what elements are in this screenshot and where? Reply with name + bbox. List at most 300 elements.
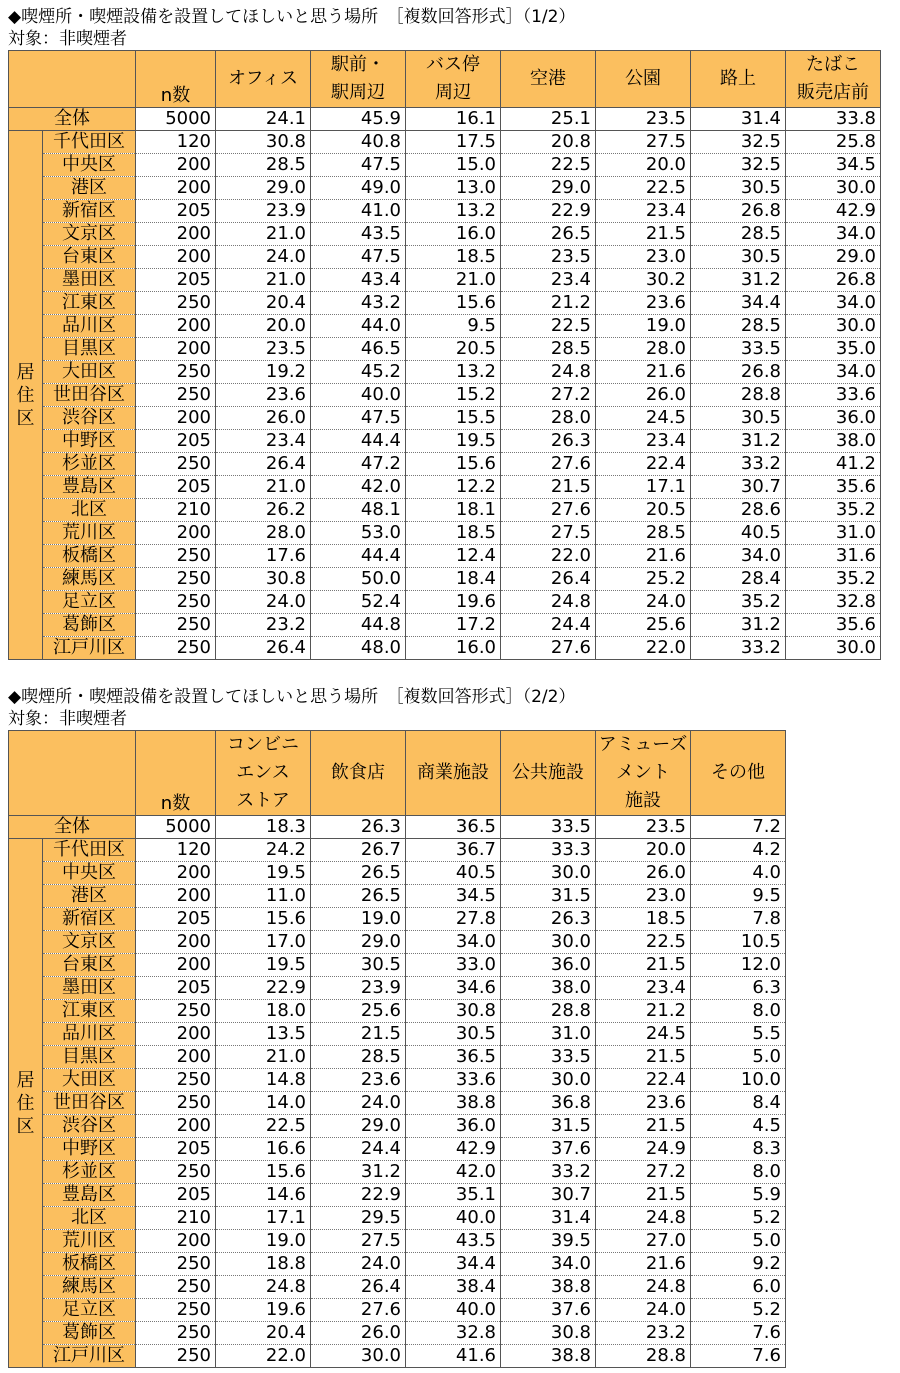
row-n: 250	[136, 1276, 216, 1299]
row-n: 200	[136, 315, 216, 338]
table-row	[9, 177, 881, 200]
row-label: 荒川区	[43, 522, 136, 545]
row-n: 200	[136, 338, 216, 361]
cell-value: 47.5	[311, 407, 406, 430]
cell-value: 33.0	[406, 954, 501, 977]
table-row	[9, 1299, 786, 1322]
table-row	[9, 246, 881, 269]
cell-value: 8.3	[691, 1138, 786, 1161]
cell-value: 26.5	[311, 862, 406, 885]
cell-value: 44.0	[311, 315, 406, 338]
table-row	[9, 908, 786, 931]
row-n: 250	[136, 1299, 216, 1322]
row-label: 練馬区	[43, 568, 136, 591]
cell-value: 22.5	[501, 154, 596, 177]
cell-value: 19.5	[216, 862, 311, 885]
cell-value: 7.8	[691, 908, 786, 931]
cell-value: 26.8	[786, 269, 881, 292]
cell-value: 17.6	[216, 545, 311, 568]
table-row	[9, 1207, 786, 1230]
cell-value: 24.4	[501, 614, 596, 637]
cell-value: 22.9	[216, 977, 311, 1000]
cell-value: 26.0	[311, 1322, 406, 1345]
cell-value: 37.6	[501, 1299, 596, 1322]
cell-value: 23.9	[311, 977, 406, 1000]
cell-value: 5.9	[691, 1184, 786, 1207]
row-n: 250	[136, 453, 216, 476]
table-row	[9, 1276, 786, 1299]
cell-value: 34.0	[406, 931, 501, 954]
cell-value: 43.5	[311, 223, 406, 246]
cell-value: 34.4	[406, 1253, 501, 1276]
row-n: 250	[136, 1000, 216, 1023]
cell-value: 21.2	[596, 1000, 691, 1023]
cell-value: 35.2	[786, 568, 881, 591]
column-header: 空港	[501, 51, 596, 108]
section-1	[8, 6, 881, 660]
cell-value: 28.5	[596, 522, 691, 545]
cell-value: 28.8	[596, 1345, 691, 1368]
row-n: 250	[136, 1069, 216, 1092]
n-header: n数	[136, 731, 216, 816]
cell-value: 21.5	[596, 1115, 691, 1138]
table-row	[9, 269, 881, 292]
cell-value: 8.0	[691, 1161, 786, 1184]
row-label: 荒川区	[43, 1230, 136, 1253]
cell-value: 47.5	[311, 154, 406, 177]
section-title: ◆喫煙所・喫煙設備を設置してほしいと思う場所 ［複数回答形式］（2/2）	[8, 687, 576, 707]
row-label: 千代田区	[43, 131, 136, 154]
column-header: 公共施設	[501, 731, 596, 816]
table-row	[9, 545, 881, 568]
cell-value: 42.0	[406, 1161, 501, 1184]
cell-value: 12.4	[406, 545, 501, 568]
cell-value: 18.4	[406, 568, 501, 591]
cell-value: 14.8	[216, 1069, 311, 1092]
table-row	[9, 954, 786, 977]
cell-value: 30.5	[311, 954, 406, 977]
table-row	[9, 453, 881, 476]
table-row	[9, 637, 881, 660]
total-row	[9, 108, 881, 131]
row-label: 豊島区	[43, 1184, 136, 1207]
row-n: 205	[136, 430, 216, 453]
cell-value: 5.2	[691, 1207, 786, 1230]
table-row	[9, 223, 881, 246]
row-label: 目黒区	[43, 338, 136, 361]
cell-value: 35.6	[786, 476, 881, 499]
cell-value: 6.3	[691, 977, 786, 1000]
table-row	[9, 384, 881, 407]
cell-value: 26.8	[691, 200, 786, 223]
row-n: 205	[136, 1138, 216, 1161]
cell-value: 30.2	[596, 269, 691, 292]
row-n: 205	[136, 1184, 216, 1207]
cell-value: 16.0	[406, 637, 501, 660]
row-n: 250	[136, 1161, 216, 1184]
cell-value: 15.0	[406, 154, 501, 177]
cell-value: 21.2	[501, 292, 596, 315]
cell-value: 31.5	[501, 1115, 596, 1138]
cell-value: 30.7	[691, 476, 786, 499]
cell-value: 28.5	[501, 338, 596, 361]
cell-value: 14.6	[216, 1184, 311, 1207]
table-row	[9, 522, 881, 545]
cell-value: 28.0	[596, 338, 691, 361]
row-n: 205	[136, 269, 216, 292]
row-n: 250	[136, 591, 216, 614]
table-row	[9, 1345, 786, 1368]
row-n: 200	[136, 862, 216, 885]
row-label: 世田谷区	[43, 1092, 136, 1115]
cell-value: 23.5	[501, 246, 596, 269]
table-row	[9, 476, 881, 499]
cell-value: 34.0	[786, 361, 881, 384]
row-label: 港区	[43, 885, 136, 908]
cell-value: 24.0	[311, 1092, 406, 1115]
cell-value: 28.5	[691, 223, 786, 246]
cell-value: 28.6	[691, 499, 786, 522]
total-value: 45.9	[311, 108, 406, 131]
data-table-1	[8, 50, 881, 660]
cell-value: 48.1	[311, 499, 406, 522]
cell-value: 53.0	[311, 522, 406, 545]
table-row	[9, 292, 881, 315]
table-row	[9, 885, 786, 908]
cell-value: 40.0	[311, 384, 406, 407]
row-label: 中央区	[43, 862, 136, 885]
cell-value: 42.9	[406, 1138, 501, 1161]
row-label: 新宿区	[43, 200, 136, 223]
cell-value: 22.5	[596, 177, 691, 200]
table-row	[9, 154, 881, 177]
row-n: 250	[136, 614, 216, 637]
cell-value: 30.7	[501, 1184, 596, 1207]
cell-value: 6.0	[691, 1276, 786, 1299]
cell-value: 21.0	[406, 269, 501, 292]
cell-value: 18.5	[596, 908, 691, 931]
row-n: 200	[136, 1046, 216, 1069]
cell-value: 29.0	[786, 246, 881, 269]
cell-value: 41.2	[786, 453, 881, 476]
cell-value: 29.0	[501, 177, 596, 200]
row-n: 250	[136, 1092, 216, 1115]
cell-value: 36.5	[406, 1046, 501, 1069]
total-value: 23.5	[596, 816, 691, 839]
total-value: 16.1	[406, 108, 501, 131]
table-row	[9, 931, 786, 954]
cell-value: 24.8	[501, 361, 596, 384]
column-header: コンビニ エンス ストア	[216, 731, 311, 816]
row-label: 江東区	[43, 292, 136, 315]
cell-value: 24.0	[596, 591, 691, 614]
total-label: 全体	[9, 816, 136, 839]
cell-value: 38.8	[501, 1345, 596, 1368]
section-title: ◆喫煙所・喫煙設備を設置してほしいと思う場所 ［複数回答形式］（1/2）	[8, 7, 576, 27]
cell-value: 19.0	[311, 908, 406, 931]
row-label: 台東区	[43, 246, 136, 269]
table-row	[9, 1046, 786, 1069]
cell-value: 31.0	[501, 1023, 596, 1046]
table-row	[9, 1184, 786, 1207]
cell-value: 15.6	[406, 292, 501, 315]
cell-value: 35.2	[786, 499, 881, 522]
cell-value: 28.5	[691, 315, 786, 338]
row-label: 千代田区	[43, 839, 136, 862]
cell-value: 36.8	[501, 1092, 596, 1115]
cell-value: 26.0	[216, 407, 311, 430]
table-row	[9, 568, 881, 591]
column-header: 公園	[596, 51, 691, 108]
cell-value: 35.6	[786, 614, 881, 637]
cell-value: 15.5	[406, 407, 501, 430]
cell-value: 23.4	[596, 200, 691, 223]
cell-value: 30.8	[501, 1322, 596, 1345]
table-row	[9, 1115, 786, 1138]
row-label: 中央区	[43, 154, 136, 177]
cell-value: 24.8	[501, 591, 596, 614]
cell-value: 29.0	[311, 1115, 406, 1138]
cell-value: 4.5	[691, 1115, 786, 1138]
row-n: 200	[136, 177, 216, 200]
cell-value: 5.5	[691, 1023, 786, 1046]
table-row	[9, 1138, 786, 1161]
cell-value: 32.8	[406, 1322, 501, 1345]
table-row	[9, 1161, 786, 1184]
cell-value: 20.4	[216, 1322, 311, 1345]
row-n: 205	[136, 476, 216, 499]
cell-value: 48.0	[311, 637, 406, 660]
cell-value: 12.0	[691, 954, 786, 977]
row-n: 120	[136, 131, 216, 154]
cell-value: 30.5	[691, 407, 786, 430]
cell-value: 30.0	[501, 1069, 596, 1092]
cell-value: 13.2	[406, 361, 501, 384]
cell-value: 30.8	[406, 1000, 501, 1023]
row-n: 200	[136, 246, 216, 269]
cell-value: 5.0	[691, 1230, 786, 1253]
row-label: 文京区	[43, 931, 136, 954]
cell-value: 22.9	[501, 200, 596, 223]
cell-value: 28.8	[691, 384, 786, 407]
cell-value: 18.1	[406, 499, 501, 522]
cell-value: 44.8	[311, 614, 406, 637]
cell-value: 22.9	[311, 1184, 406, 1207]
cell-value: 27.2	[596, 1161, 691, 1184]
cell-value: 25.8	[786, 131, 881, 154]
row-n: 250	[136, 568, 216, 591]
cell-value: 47.5	[311, 246, 406, 269]
cell-value: 26.3	[501, 908, 596, 931]
cell-value: 21.5	[311, 1023, 406, 1046]
cell-value: 25.6	[596, 614, 691, 637]
cell-value: 13.0	[406, 177, 501, 200]
cell-value: 31.2	[691, 430, 786, 453]
total-value: 7.2	[691, 816, 786, 839]
cell-value: 16.0	[406, 223, 501, 246]
cell-value: 20.0	[596, 839, 691, 862]
cell-value: 17.2	[406, 614, 501, 637]
cell-value: 28.0	[216, 522, 311, 545]
cell-value: 33.2	[691, 453, 786, 476]
cell-value: 22.0	[501, 545, 596, 568]
cell-value: 29.0	[311, 931, 406, 954]
table-row	[9, 315, 881, 338]
cell-value: 27.5	[596, 131, 691, 154]
cell-value: 26.4	[216, 637, 311, 660]
cell-value: 36.0	[501, 954, 596, 977]
table-row	[9, 407, 881, 430]
row-label: 足立区	[43, 1299, 136, 1322]
cell-value: 24.4	[311, 1138, 406, 1161]
cell-value: 12.2	[406, 476, 501, 499]
cell-value: 46.5	[311, 338, 406, 361]
cell-value: 26.4	[216, 453, 311, 476]
cell-value: 22.5	[216, 1115, 311, 1138]
cell-value: 9.5	[691, 885, 786, 908]
cell-value: 10.5	[691, 931, 786, 954]
total-row	[9, 816, 786, 839]
cell-value: 26.2	[216, 499, 311, 522]
cell-value: 20.0	[596, 154, 691, 177]
cell-value: 15.2	[406, 384, 501, 407]
cell-value: 21.5	[596, 1046, 691, 1069]
cell-value: 14.0	[216, 1092, 311, 1115]
cell-value: 52.4	[311, 591, 406, 614]
table-row	[9, 131, 881, 154]
cell-value: 15.6	[216, 908, 311, 931]
cell-value: 31.4	[501, 1207, 596, 1230]
group-label: 居 住 区	[9, 131, 43, 660]
column-header: 駅前・ 駅周辺	[311, 51, 406, 108]
cell-value: 10.0	[691, 1069, 786, 1092]
section-subtitle: 対象：非喫煙者	[8, 709, 127, 729]
cell-value: 21.5	[596, 1184, 691, 1207]
total-n: 5000	[136, 108, 216, 131]
cell-value: 27.6	[311, 1299, 406, 1322]
cell-value: 22.4	[596, 453, 691, 476]
table-row	[9, 1253, 786, 1276]
cell-value: 42.9	[786, 200, 881, 223]
cell-value: 26.5	[501, 223, 596, 246]
column-header: アミューズ メント 施設	[596, 731, 691, 816]
cell-value: 22.4	[596, 1069, 691, 1092]
cell-value: 20.5	[406, 338, 501, 361]
table-row	[9, 1023, 786, 1046]
cell-value: 29.0	[216, 177, 311, 200]
cell-value: 35.1	[406, 1184, 501, 1207]
cell-value: 17.0	[216, 931, 311, 954]
cell-value: 24.0	[216, 591, 311, 614]
cell-value: 38.4	[406, 1276, 501, 1299]
table-row	[9, 591, 881, 614]
row-label: 渋谷区	[43, 1115, 136, 1138]
cell-value: 31.2	[311, 1161, 406, 1184]
cell-value: 34.0	[691, 545, 786, 568]
cell-value: 23.4	[216, 430, 311, 453]
row-label: 葛飾区	[43, 614, 136, 637]
row-n: 250	[136, 384, 216, 407]
cell-value: 33.5	[691, 338, 786, 361]
cell-value: 43.4	[311, 269, 406, 292]
cell-value: 9.2	[691, 1253, 786, 1276]
cell-value: 44.4	[311, 545, 406, 568]
cell-value: 26.8	[691, 361, 786, 384]
total-value: 36.5	[406, 816, 501, 839]
cell-value: 22.0	[216, 1345, 311, 1368]
total-value: 23.5	[596, 108, 691, 131]
cell-value: 24.5	[596, 1023, 691, 1046]
cell-value: 21.0	[216, 1046, 311, 1069]
cell-value: 21.6	[596, 361, 691, 384]
row-label: 江戸川区	[43, 1345, 136, 1368]
cell-value: 21.0	[216, 223, 311, 246]
column-header: 飲食店	[311, 731, 406, 816]
table-row	[9, 430, 881, 453]
cell-value: 25.6	[311, 1000, 406, 1023]
group-label: 居 住 区	[9, 839, 43, 1368]
cell-value: 38.8	[501, 1276, 596, 1299]
row-n: 200	[136, 954, 216, 977]
cell-value: 5.2	[691, 1299, 786, 1322]
cell-value: 18.8	[216, 1253, 311, 1276]
cell-value: 35.2	[691, 591, 786, 614]
table-row	[9, 361, 881, 384]
row-n: 205	[136, 908, 216, 931]
row-n: 200	[136, 407, 216, 430]
cell-value: 21.5	[596, 954, 691, 977]
row-label: 板橋区	[43, 545, 136, 568]
cell-value: 24.0	[216, 246, 311, 269]
cell-value: 8.0	[691, 1000, 786, 1023]
table-row	[9, 1322, 786, 1345]
cell-value: 19.2	[216, 361, 311, 384]
total-value: 33.5	[501, 816, 596, 839]
cell-value: 33.6	[406, 1069, 501, 1092]
row-label: 大田区	[43, 1069, 136, 1092]
cell-value: 34.0	[786, 292, 881, 315]
cell-value: 50.0	[311, 568, 406, 591]
row-label: 練馬区	[43, 1276, 136, 1299]
row-label: 中野区	[43, 1138, 136, 1161]
cell-value: 22.5	[501, 315, 596, 338]
cell-value: 31.5	[501, 885, 596, 908]
cell-value: 45.2	[311, 361, 406, 384]
cell-value: 17.1	[216, 1207, 311, 1230]
row-label: 世田谷区	[43, 384, 136, 407]
cell-value: 20.8	[501, 131, 596, 154]
cell-value: 21.0	[216, 269, 311, 292]
cell-value: 35.0	[786, 338, 881, 361]
cell-value: 28.5	[311, 1046, 406, 1069]
cell-value: 28.5	[216, 154, 311, 177]
row-n: 200	[136, 885, 216, 908]
cell-value: 23.6	[596, 292, 691, 315]
row-n: 120	[136, 839, 216, 862]
row-label: 渋谷区	[43, 407, 136, 430]
cell-value: 44.4	[311, 430, 406, 453]
cell-value: 9.5	[406, 315, 501, 338]
table-row	[9, 1092, 786, 1115]
cell-value: 40.5	[691, 522, 786, 545]
cell-value: 42.0	[311, 476, 406, 499]
row-n: 250	[136, 1253, 216, 1276]
cell-value: 23.4	[596, 977, 691, 1000]
row-label: 大田区	[43, 361, 136, 384]
cell-value: 24.0	[596, 1299, 691, 1322]
cell-value: 36.0	[406, 1115, 501, 1138]
cell-value: 19.0	[596, 315, 691, 338]
